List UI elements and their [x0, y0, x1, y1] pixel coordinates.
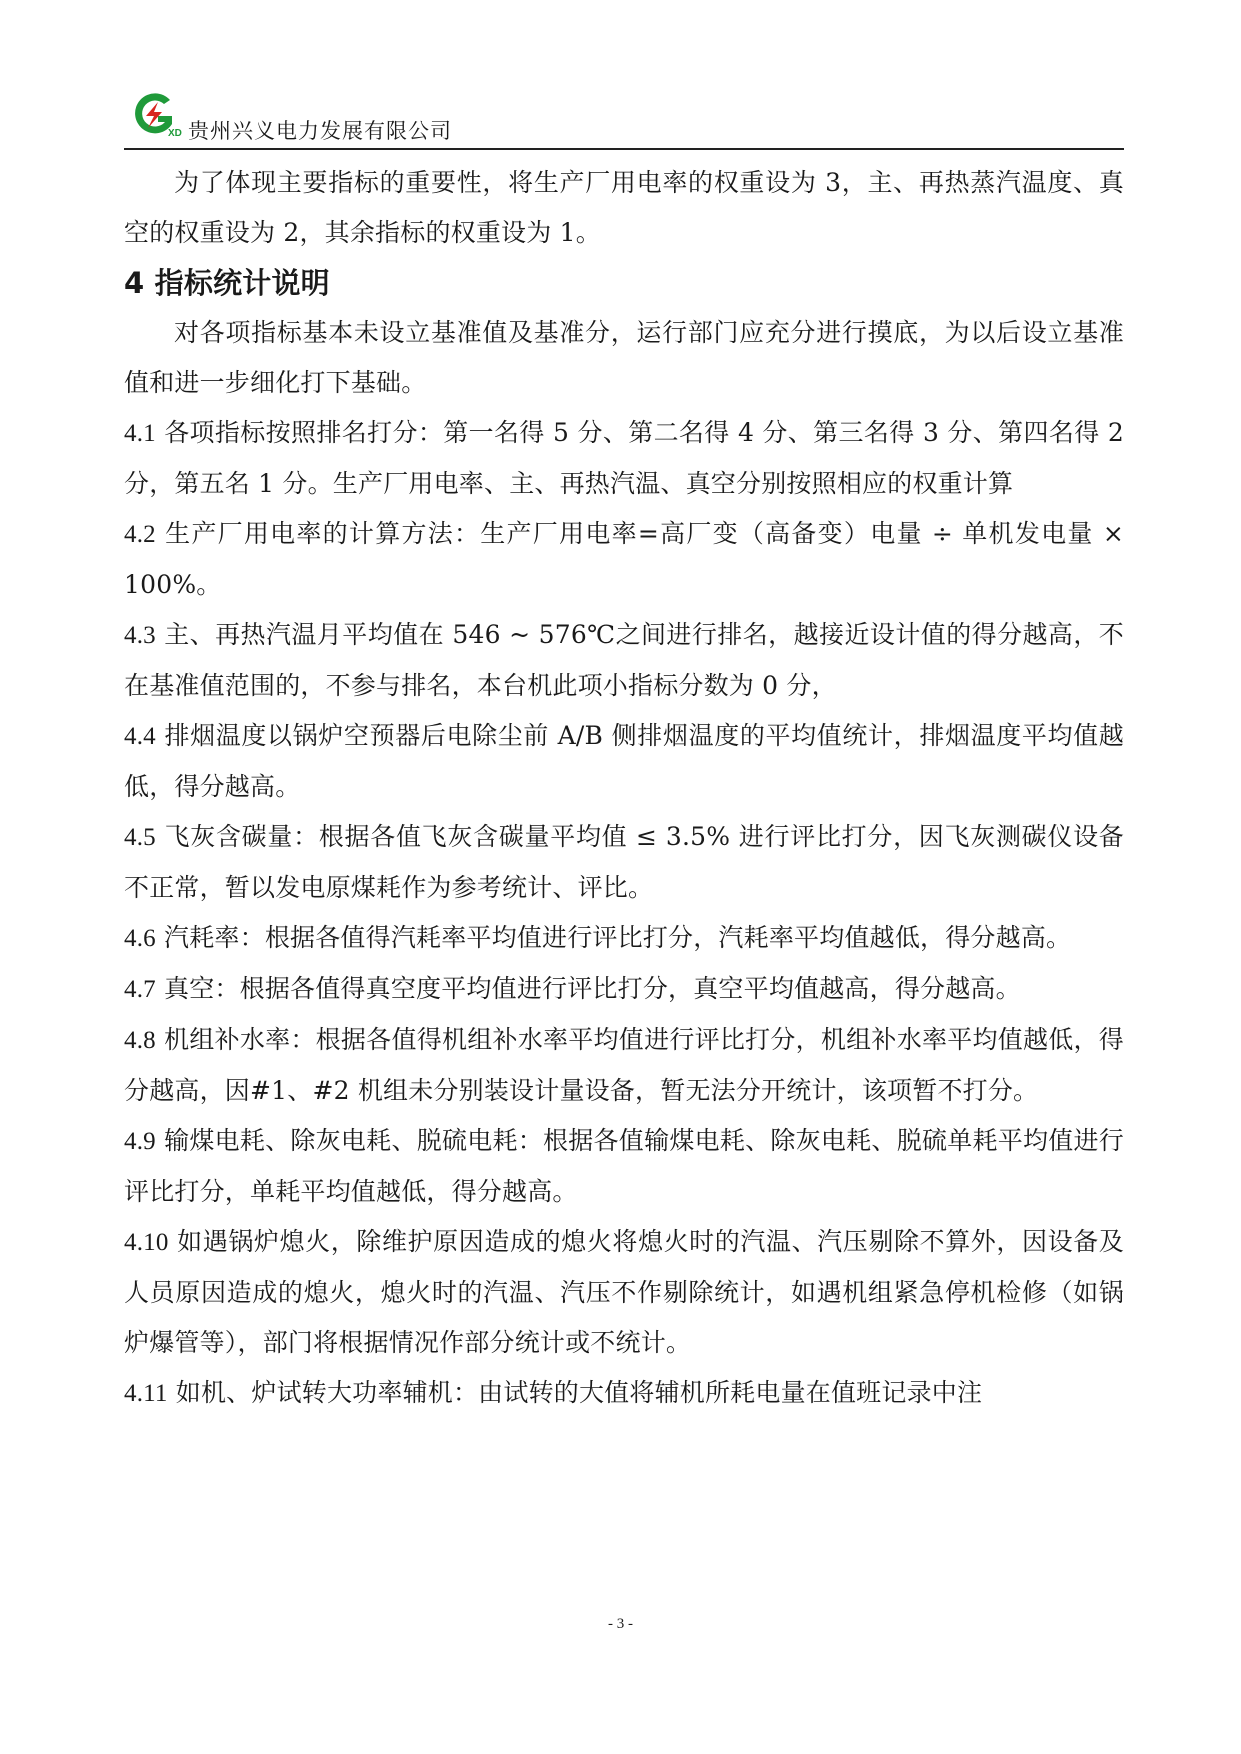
list-item — [124, 913, 1124, 964]
item-number: 4.7 — [124, 976, 156, 1003]
item-number: 4.11 — [124, 1380, 168, 1407]
company-name: 贵州兴义电力发展有限公司 — [188, 119, 452, 143]
list-item — [124, 812, 1124, 913]
item-number: 4.9 — [124, 1128, 156, 1155]
item-text: 输煤电耗、除灰电耗、脱硫电耗：根据各值输煤电耗、除灰电耗、脱硫单耗平均值进行评比打分，单耗平均值越低，得分越高。 — [124, 1126, 1124, 1206]
list-item — [124, 408, 1124, 509]
item-text: 机组补水率：根据各值得机组补水率平均值进行评比打分，机组补水率平均值越低，得分越高，因#1、#2 机组未分别装设计量设备，暂无法分开统计，该项暂不打分。 — [124, 1025, 1124, 1105]
item-number: 4.1 — [124, 420, 156, 447]
item-number: 4.3 — [124, 622, 156, 649]
section-heading: 4 指标统计说明 — [124, 266, 330, 300]
list-item — [124, 610, 1124, 711]
item-text: 排烟温度以锅炉空预器后电除尘前 A/B 侧排烟温度的平均值统计，排烟温度平均值越低，得分越高。 — [124, 721, 1124, 801]
page-number: - 3 - — [608, 1616, 633, 1632]
list-item — [124, 964, 1124, 1015]
item-text: 主、再热汽温月平均值在 546 ~ 576℃之间进行排名，越接近设计值的得分越高，不在基准值范围的，不参与排名，本台机此项小指标分数为 0 分， — [124, 620, 1124, 700]
list-item — [124, 711, 1124, 812]
company-logo-icon — [128, 90, 184, 138]
list-item — [124, 509, 1124, 610]
document-body — [124, 158, 1124, 1419]
item-text: 真空：根据各值得真空度平均值进行评比打分，真空平均值越高，得分越高。 — [164, 974, 1021, 1003]
item-text: 生产厂用电率的计算方法：生产厂用电率=高厂变（高备变）电量 ÷ 单机发电量 × 100%。 — [124, 519, 1124, 599]
item-text: 飞灰含碳量：根据各值飞灰含碳量平均值 ≤ 3.5% 进行评比打分，因飞灰测碳仪设备不正常，暂以发电原煤耗作为参考统计、评比。 — [124, 822, 1124, 902]
list-item — [124, 1015, 1124, 1116]
item-number: 4.6 — [124, 925, 156, 952]
item-text: 各项指标按照排名打分：第一名得 5 分、第二名得 4 分、第三名得 3 分、第四名得 2 分，第五名 1 分。生产厂用电率、主、再热汽温、真空分别按照相应的权重计算 — [124, 418, 1124, 498]
list-item — [124, 1116, 1124, 1217]
item-number: 4.8 — [124, 1027, 156, 1054]
item-number: 4.2 — [124, 521, 156, 548]
section-lead-paragraph: 对各项指标基本未设立基准值及基准分，运行部门应充分进行摸底，为以后设立基准值和进一步细化打下基础。 — [124, 318, 1124, 397]
intro-paragraph: 为了体现主要指标的重要性，将生产厂用电率的权重设为 3，主、再热蒸汽温度、真空的权重设为 2，其余指标的权重设为 1。 — [124, 168, 1124, 247]
item-number: 4.10 — [124, 1229, 169, 1256]
logo-lettering: XD — [168, 128, 182, 138]
list-item — [124, 1217, 1124, 1368]
item-text: 如机、炉试转大功率辅机：由试转的大值将辅机所耗电量在值班记录中注 — [175, 1378, 983, 1407]
item-number: 4.5 — [124, 824, 156, 851]
page-header — [124, 86, 1124, 148]
header-divider — [124, 148, 1124, 150]
item-text: 汽耗率：根据各值得汽耗率平均值进行评比打分，汽耗率平均值越低，得分越高。 — [164, 923, 1072, 952]
item-text: 如遇锅炉熄火，除维护原因造成的熄火将熄火时的汽温、汽压剔除不算外，因设备及人员原因造成的熄火，熄火时的汽温、汽压不作剔除统计，如遇机组紧急停机检修（如锅炉爆管等），部门将根据情况作部分统计或不统计。 — [124, 1227, 1125, 1357]
item-number: 4.4 — [124, 723, 156, 750]
list-item — [124, 1368, 1124, 1419]
